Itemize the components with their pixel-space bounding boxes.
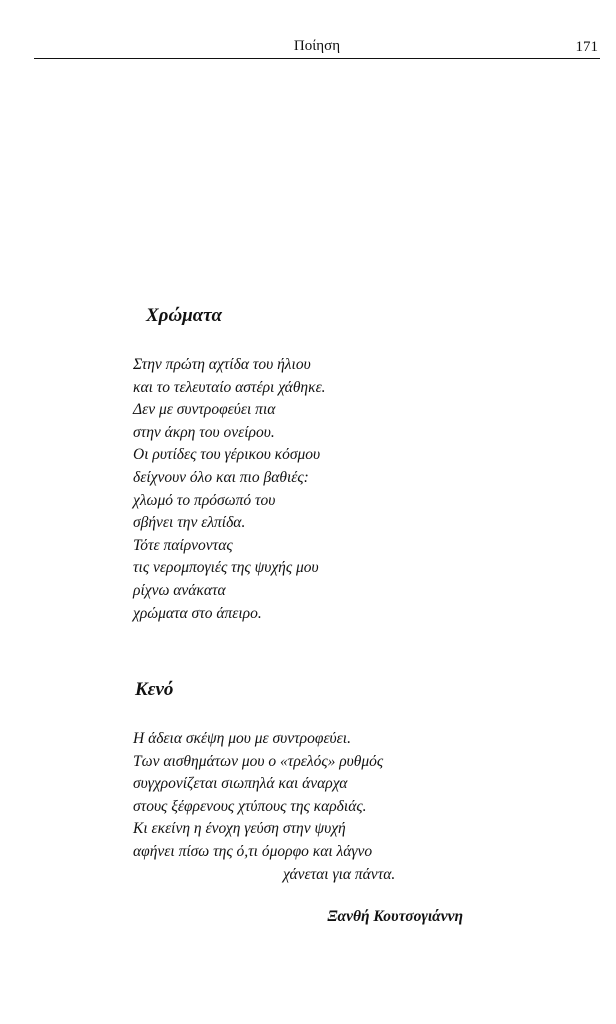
poem-line: αφήνει πίσω της ό,τι όμορφο και λάγνο: [133, 842, 373, 860]
poem-body-keno: [133, 728, 395, 886]
poem-line: χρώματα στο άπειρο.: [133, 604, 262, 622]
poem-body-xromata: [133, 354, 326, 625]
poem-line: Τότε παίρνοντας: [133, 536, 233, 554]
running-title: Ποίηση: [293, 38, 341, 54]
poem-line: χάνεται για πάντα.: [283, 865, 396, 883]
poem-line: Των αισθημάτων μου ο «τρελός» ρυθμός: [133, 752, 384, 770]
page-number: 171: [575, 39, 598, 55]
poem-line: και το τελευταίο αστέρι χάθηκε.: [133, 378, 326, 396]
poem-line: δείχνουν όλο και πιο βαθιές:: [133, 468, 309, 486]
poem-line: χλωμό το πρόσωπό του: [133, 491, 276, 509]
poem-line: τις νερομπογιές της ψυχής μου: [133, 559, 319, 577]
poem-line: Στην πρώτη αχτίδα του ήλιου: [133, 356, 311, 373]
poem-line: ρίχνω ανάκατα: [133, 581, 226, 599]
poem-line: σβήνει την ελπίδα.: [133, 514, 246, 532]
poem-line: στους ξέφρενους χτύπους της καρδιάς.: [133, 797, 367, 815]
running-header: [34, 34, 600, 59]
poem-line: στην άκρη του ονείρου.: [133, 423, 275, 441]
poem-line: συγχρονίζεται σιωπηλά και άναρχα: [133, 775, 348, 793]
poem-line: Η άδεια σκέψη μου με συντροφεύει.: [133, 730, 351, 747]
poem-line: Οι ρυτίδες του γέρικου κόσμου: [133, 446, 321, 464]
poem-line: Δεν με συντροφεύει πια: [133, 401, 276, 419]
poem-line: Κι εκείνη η ένοχη γεύση στην ψυχή: [133, 820, 346, 838]
poem-title-keno: Κενό: [135, 679, 174, 700]
poem-title-xromata: Χρώματα: [146, 305, 222, 326]
author-signature: Ξανθή Κουτσογιάννη: [327, 908, 463, 925]
